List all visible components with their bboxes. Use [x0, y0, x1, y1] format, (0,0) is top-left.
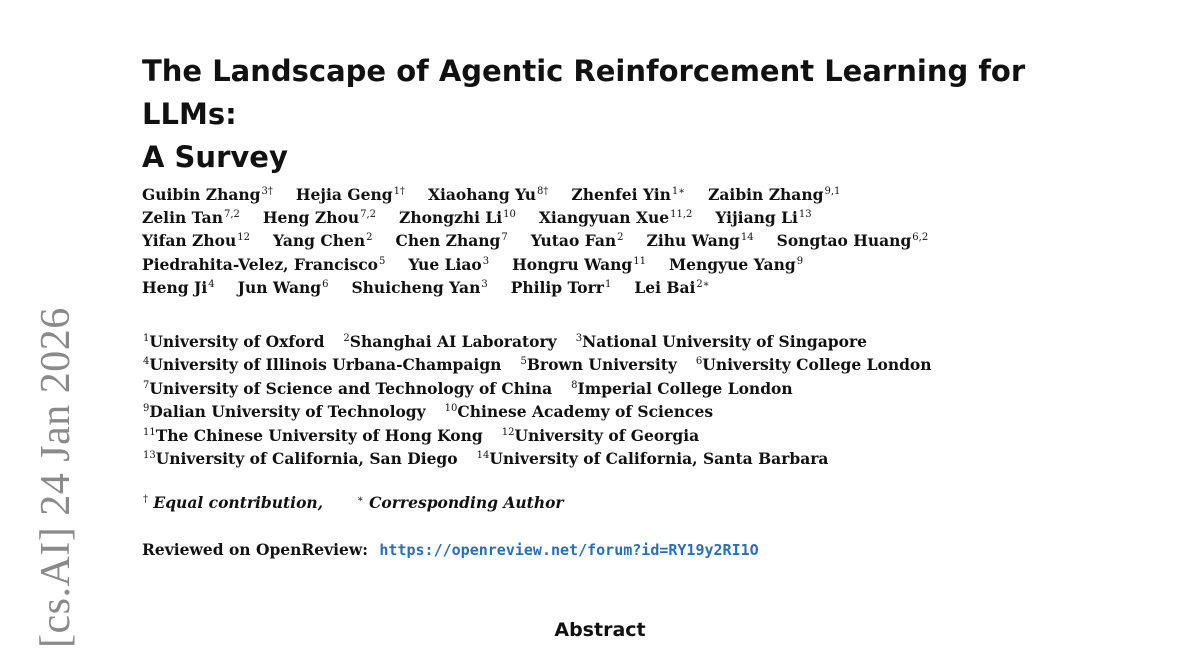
affiliation-number: 2	[343, 333, 350, 344]
author-name: Lei Bai	[634, 277, 696, 297]
author-affiliation-marker: 7,2	[223, 209, 240, 221]
author-affiliation-marker: 1†	[393, 186, 405, 197]
author-name: Heng Ji	[142, 277, 208, 297]
author-name: Zihu Wang	[646, 231, 740, 251]
author-affiliation-marker: 1∗	[671, 186, 686, 197]
affiliation-row	[142, 424, 1142, 447]
affiliation-name: The Chinese University of Hong Kong	[155, 425, 483, 445]
affiliation	[342, 332, 556, 351]
author-name: Hejia Geng	[295, 185, 393, 204]
affiliation	[142, 449, 458, 468]
affiliation	[142, 402, 426, 421]
author	[571, 185, 685, 204]
affiliation-number: 11	[143, 426, 156, 438]
affiliation	[142, 426, 483, 445]
author	[263, 208, 376, 227]
author	[511, 278, 612, 297]
author-name: Piedrahita-Velez, Francisco	[142, 254, 378, 274]
author-affiliation-marker: 2	[617, 232, 624, 244]
author	[396, 231, 508, 250]
author	[647, 231, 754, 250]
affiliation-name: Brown University	[526, 355, 677, 375]
affiliation-name: Dalian University of Technology	[149, 402, 426, 422]
author-row	[142, 276, 1142, 299]
author	[142, 185, 273, 204]
author-affiliation-marker: 10	[503, 209, 516, 221]
author-affiliation-marker: 9	[796, 255, 804, 267]
affiliation-name: Chinese Academy of Sciences	[457, 402, 714, 422]
author-affiliation-marker: 7	[501, 232, 508, 244]
affiliation-name: University of Georgia	[514, 425, 700, 445]
author-affiliation-marker: 7,2	[360, 209, 376, 221]
author	[142, 278, 215, 297]
affiliation-name: Imperial College London	[577, 378, 793, 398]
affiliation-number: 4	[143, 356, 150, 368]
author-name: Xiangyuan Xue	[538, 208, 670, 228]
author-row	[142, 253, 1142, 276]
author-name: Xiaohang Yu	[427, 185, 537, 204]
author	[708, 185, 840, 204]
author	[238, 278, 329, 297]
author-affiliation-marker: 2∗	[696, 278, 710, 290]
affiliation	[142, 379, 552, 398]
affiliation-name: National University of Singapore	[582, 332, 867, 351]
affiliation	[695, 355, 932, 374]
author-name: Hongru Wang	[512, 254, 633, 274]
author	[634, 278, 709, 297]
author-name: Zhenfei Yin	[571, 185, 671, 204]
title-line: A Survey	[142, 140, 288, 174]
affiliation	[570, 379, 792, 398]
author-name: Yifan Zhou	[142, 231, 237, 251]
openreview-line	[142, 540, 759, 559]
author-name: Heng Zhou	[262, 208, 360, 228]
author-affiliation-marker: 13	[798, 209, 812, 221]
affiliation-name: University of California, Santa Barbara	[489, 449, 829, 469]
author-name: Shuicheng Yan	[351, 277, 481, 297]
author	[715, 208, 811, 227]
review-label: Reviewed on OpenReview:	[142, 540, 368, 559]
author-name: Guibin Zhang	[142, 185, 261, 204]
author	[539, 208, 692, 227]
affiliation-number: 8	[571, 379, 578, 391]
paper-title	[142, 50, 1102, 179]
author-affiliation-marker: 3†	[261, 186, 273, 197]
affiliation-number: 13	[143, 450, 156, 462]
author-name: Zaibin Zhang	[708, 185, 824, 204]
affiliation	[501, 426, 699, 445]
affiliation-number: 3	[575, 333, 583, 344]
author-affiliation-marker: 3	[481, 278, 488, 290]
author	[142, 208, 240, 227]
affiliation-number: 7	[143, 379, 150, 391]
openreview-link[interactable]: https://openreview.net/forum?id=RY19y2RI1O	[379, 541, 759, 559]
author-affiliation-marker: 4	[208, 278, 215, 290]
affiliation-row	[142, 447, 1142, 470]
author	[512, 255, 646, 274]
affiliation	[142, 332, 324, 351]
author-name: Philip Torr	[510, 277, 604, 297]
affiliation-number: 14	[476, 450, 490, 462]
affiliation	[519, 355, 676, 374]
author	[142, 231, 250, 250]
author-name: Yang Chen	[272, 231, 366, 251]
author-name: Zelin Tan	[142, 208, 223, 228]
author-affiliation-marker: 14	[740, 232, 754, 244]
affiliation-list	[142, 330, 1142, 470]
author-affiliation-marker: 6,2	[912, 232, 929, 244]
author	[777, 231, 929, 250]
affiliation-name: University of Oxford	[149, 332, 325, 351]
equal-contribution-note: Equal contribution,	[153, 493, 324, 512]
affiliation-number: 10	[444, 403, 458, 415]
author-affiliation-marker: 5	[378, 255, 386, 267]
author-name: Yue Liao	[408, 254, 482, 274]
author-affiliation-marker: 6	[322, 278, 329, 290]
author-row	[142, 229, 1142, 252]
corresponding-author-symbol: ∗	[356, 494, 364, 505]
footnote-legend	[142, 493, 564, 512]
author	[408, 255, 489, 274]
affiliation-name: University of California, San Diego	[155, 449, 458, 469]
affiliation-number: 12	[501, 426, 515, 438]
author	[142, 255, 385, 274]
author-affiliation-marker: 11,2	[670, 209, 693, 221]
author-list	[142, 183, 1142, 299]
author	[669, 255, 803, 274]
author-name: Songtao Huang	[776, 231, 912, 251]
author-name: Chen Zhang	[395, 231, 501, 251]
author-name: Mengyue Yang	[669, 254, 796, 274]
author-row	[142, 183, 1142, 206]
author-affiliation-marker: 9,1	[824, 186, 841, 197]
equal-contribution-symbol: †	[143, 494, 148, 505]
author	[296, 185, 405, 204]
author-row	[142, 206, 1142, 229]
affiliation-number: 5	[520, 356, 527, 368]
affiliation-name: Shanghai AI Laboratory	[349, 332, 557, 351]
affiliation-row	[142, 377, 1142, 400]
affiliation	[575, 332, 867, 351]
affiliation-number: 9	[143, 403, 150, 415]
author	[531, 231, 624, 250]
affiliation-number: 1	[143, 333, 150, 344]
affiliation	[444, 402, 713, 421]
affiliation-row	[142, 353, 1142, 376]
author-affiliation-marker: 12	[237, 232, 250, 244]
author-affiliation-marker: 2	[366, 232, 373, 244]
corresponding-author-note: Corresponding Author	[369, 493, 564, 512]
author-name: Yijiang Li	[715, 208, 798, 228]
abstract-heading: Abstract	[554, 619, 646, 641]
author-affiliation-marker: 11	[633, 255, 647, 267]
affiliation	[476, 449, 829, 468]
arxiv-identifier-stamp: [cs.AI] 24 Jan 2026	[33, 307, 79, 648]
author-affiliation-marker: 3	[482, 255, 490, 267]
author	[428, 185, 548, 204]
author-affiliation-marker: 1	[604, 278, 612, 290]
author-affiliation-marker: 8†	[537, 186, 549, 197]
affiliation-name: University of Illinois Urbana-Champaign	[149, 355, 502, 375]
author-name: Zhongzhi Li	[399, 208, 503, 228]
affiliation-row	[142, 330, 1142, 353]
author	[273, 231, 373, 250]
affiliation-row	[142, 400, 1142, 423]
title-line: The Landscape of Agentic Reinforcement Learning for LLMs:	[142, 54, 1026, 131]
affiliation-number: 6	[695, 356, 703, 368]
affiliation	[142, 355, 501, 374]
author	[351, 278, 487, 297]
author	[399, 208, 516, 227]
affiliation-name: University College London	[702, 355, 932, 375]
affiliation-name: University of Science and Technology of China	[149, 378, 553, 398]
author-name: Yutao Fan	[530, 231, 617, 251]
author-name: Jun Wang	[237, 277, 322, 297]
